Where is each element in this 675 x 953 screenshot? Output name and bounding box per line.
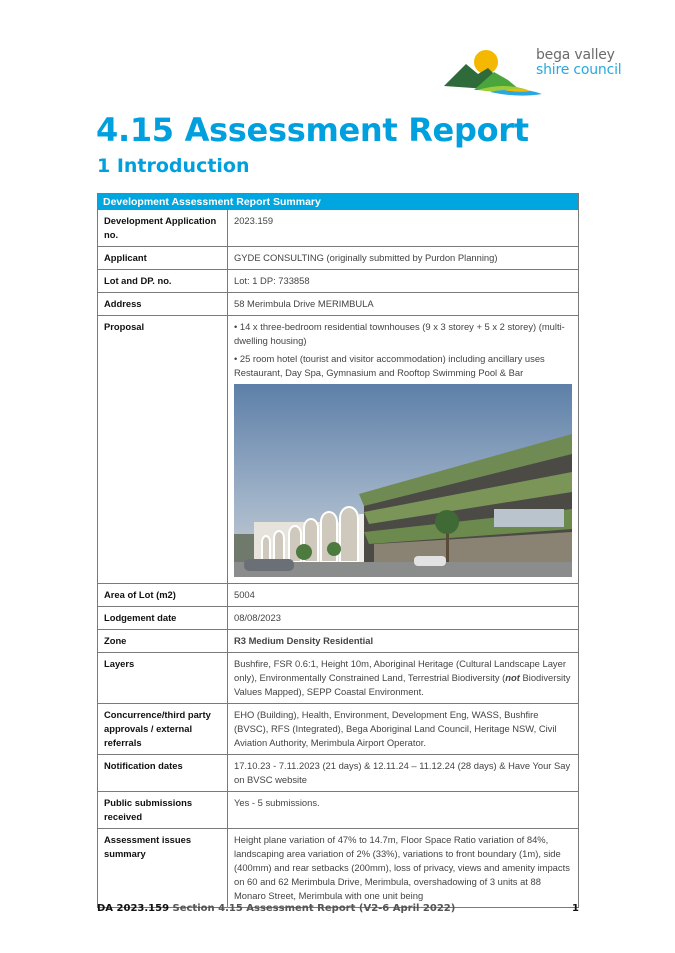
row-value bbox=[228, 316, 579, 584]
table-row bbox=[98, 607, 579, 630]
table-row bbox=[98, 316, 579, 584]
layers-emphasis: not bbox=[505, 672, 520, 683]
table-row bbox=[98, 584, 579, 607]
row-label: Applicant bbox=[98, 247, 228, 270]
row-value: Height plane variation of 47% to 14.7m, Floor Space Ratio variation of 84%, landscaping area variation of 2% (33%), variations to front boundary (1m), side (400mm) and rear setbacks (200mm), loss of privacy, views and amenity impacts on 60 and 62 Merimbula Drive, Merimbula, overshadowing of 3 units at 88 Monaro Street, Merimbula with one unit being bbox=[228, 829, 579, 908]
row-label: Notification dates bbox=[98, 755, 228, 792]
proposal-item: • 14 x three-bedroom residential townhouses (9 x 3 storey + 5 x 2 storey) (multi-dwelling housing) bbox=[234, 321, 565, 346]
row-label: Layers bbox=[98, 653, 228, 704]
row-label: Lodgement date bbox=[98, 607, 228, 630]
row-label: Address bbox=[98, 293, 228, 316]
table-row bbox=[98, 755, 579, 792]
row-label: Proposal bbox=[98, 316, 228, 584]
council-logo bbox=[444, 40, 659, 98]
row-value: EHO (Building), Health, Environment, Development Eng, WASS, Bushfire (BVSC), RFS (Integrated), Bega Aboriginal Land Council, Heritage NSW, Civil Aviation Authority, Merimbula Airport Operator. bbox=[228, 704, 579, 755]
row-label: Development Application no. bbox=[98, 210, 228, 247]
row-value: R3 Medium Density Residential bbox=[228, 630, 579, 653]
row-value: 58 Merimbula Drive MERIMBULA bbox=[228, 293, 579, 316]
footer-doc-name: Section 4.15 Assessment Report (V2-6 April 2022) bbox=[172, 903, 456, 914]
table-row bbox=[98, 293, 579, 316]
table-row bbox=[98, 704, 579, 755]
row-value: Lot: 1 DP: 733858 bbox=[228, 270, 579, 293]
row-label: Concurrence/third party approvals / external referrals bbox=[98, 704, 228, 755]
row-value: 08/08/2023 bbox=[228, 607, 579, 630]
footer-da-ref: DA 2023.159 bbox=[97, 903, 170, 914]
row-label: Area of Lot (m2) bbox=[98, 584, 228, 607]
table-row bbox=[98, 270, 579, 293]
logo-line-2: shire council bbox=[536, 62, 622, 78]
row-label: Lot and DP. no. bbox=[98, 270, 228, 293]
table-row bbox=[98, 210, 579, 247]
row-value: 17.10.23 - 7.11.2023 (21 days) & 12.11.24 – 11.12.24 (28 days) & Have Your Say on BVSC website bbox=[228, 755, 579, 792]
row-value: Yes - 5 submissions. bbox=[228, 792, 579, 829]
table-row bbox=[98, 630, 579, 653]
proposal-item: • 25 room hotel (tourist and visitor accommodation) including ancillary uses Restaurant, Day Spa, Gymnasium and Rooftop Swimming Pool & Bar bbox=[234, 353, 545, 378]
row-value: 5004 bbox=[228, 584, 579, 607]
page-footer bbox=[97, 903, 579, 914]
row-label: Assessment issues summary bbox=[98, 829, 228, 908]
table-row bbox=[98, 653, 579, 704]
row-value: GYDE CONSULTING (originally submitted by Purdon Planning) bbox=[228, 247, 579, 270]
development-render-image bbox=[234, 384, 572, 577]
table-row bbox=[98, 247, 579, 270]
section-heading: 1 Introduction bbox=[97, 155, 250, 177]
row-label: Zone bbox=[98, 630, 228, 653]
row-label: Public submissions received bbox=[98, 792, 228, 829]
page-title: 4.15 Assessment Report bbox=[96, 111, 529, 149]
page-number: 1 bbox=[572, 903, 579, 914]
summary-table bbox=[97, 193, 579, 908]
row-value bbox=[228, 653, 579, 704]
logo-line-1: bega valley bbox=[536, 47, 615, 63]
table-header-row bbox=[98, 194, 579, 210]
landscape-logo-icon bbox=[444, 40, 544, 98]
layers-text: Bushfire, FSR 0.6:1, Height 10m, Aboriginal Heritage (Cultural Landscape Layer only), Environmentally Constrained Land, Terrestrial Biodiversity ( bbox=[234, 658, 566, 683]
table-heading: Development Assessment Report Summary bbox=[98, 194, 579, 210]
table-row bbox=[98, 792, 579, 829]
layers-text: Biodiversity Values Mapped), SEPP Coastal Environment. bbox=[234, 672, 571, 697]
row-value: 2023.159 bbox=[228, 210, 579, 247]
table-row bbox=[98, 829, 579, 908]
